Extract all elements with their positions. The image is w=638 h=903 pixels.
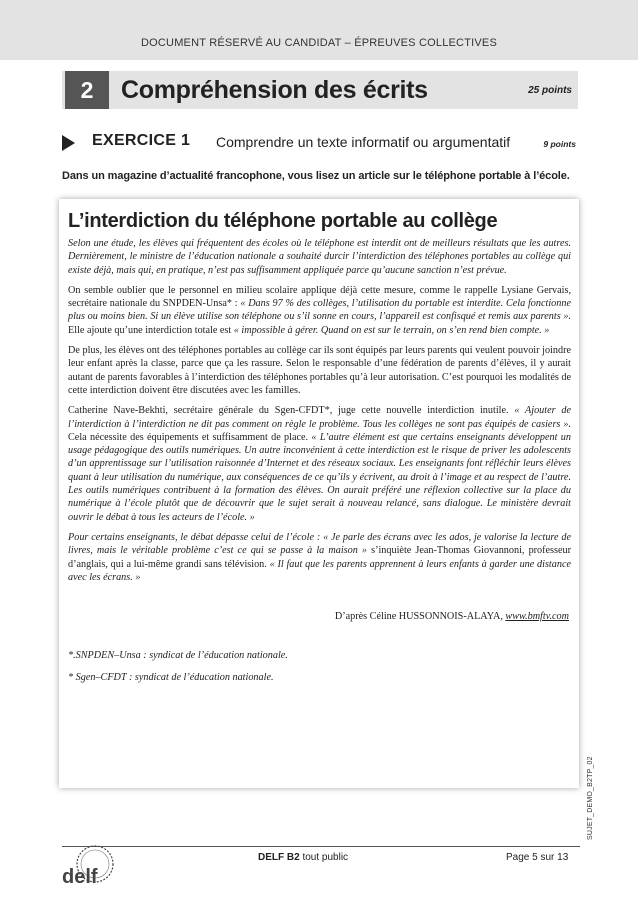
article-paragraph-4: Pour certains enseignants, le débat dépasse celui de l’école : « Je parle des écrans avec les ados, je valorise la lecture de livres, mais le véritable problème c’est ce qui se passe à la maison » s’inquiète Jean-Thomas Giovannoni, professeur d’anglais, qui a lui-même grandi sans télévision. « Il faut que les parents apprennent à leurs enfants à garder une distance avec les écrans. » xyxy=(68,531,571,583)
play-triangle-icon xyxy=(62,135,75,151)
article-source: D’après Céline HUSSONNOIS-ALAYA, www.bmftv.com xyxy=(334,611,569,623)
delf-logo-icon xyxy=(54,843,129,891)
logo-wordmark: delf xyxy=(62,866,98,888)
candidate-banner-text: DOCUMENT RÉSERVÉ AU CANDIDAT – ÉPREUVES COLLECTIVES xyxy=(141,37,497,49)
source-link[interactable]: www.bmftv.com xyxy=(505,611,569,623)
section-number: 2 xyxy=(65,71,109,109)
footer-divider xyxy=(62,846,580,847)
section-title: Compréhension des écrits xyxy=(121,76,428,104)
footnote-sgen: * Sgen–CFDT : syndicat de l’éducation nationale. xyxy=(68,672,274,684)
section-header xyxy=(62,71,578,109)
article-paragraph-1: On semble oublier que le personnel en milieu scolaire applique déjà cette mesure, comme le rappelle Lysiane Gervais, secrétaire nationale du SNPDEN-Unsa* : « Dans 97 % des collèges, l’utilisation du portable est interdite. Cela fonctionne plus ou moins bien. Si un élève utilise son téléphone ou s’il sonne en cours, l’appareil est confisqué et remis aux parents ». Elle ajoute qu’une interdiction totale est « impossible à gérer. Quand on est sur le terrain, on s’en rend bien compte. » xyxy=(68,284,571,336)
footer-page-number: Page 5 sur 13 xyxy=(506,852,569,863)
exercise-label: EXERCICE 1 xyxy=(92,132,191,149)
exercise-points: 9 points xyxy=(543,139,576,149)
article-paragraph-3: Catherine Nave-Bekhti, secrétaire générale du Sgen-CFDT*, juge cette nouvelle interdiction inutile. « Ajouter de l’interdiction à l’interdiction ne dit pas comment on règle le problème. Tous les collèges ne sont pas équipés de casiers ». Cela nécessite des équipements et suffisamment de place. « L’autre élément est que certains enseignants développent un usage pédagogique des outils numériques. Un autre inconvénient à cette interdiction est le risque de priver les adolescents d’un apprentissage sur l’utilisation raisonnée d’Internet et des réseaux sociaux. Les enseignants font réfléchir leurs élèves quant à leur utilisation du numérique, aux conséquences de ce qu’ils y écrivent, au droit à l’image et au respect de l’autre. Les outils numériques contribuent à la formation des élèves. On aurait préféré une réflexion collective sur la place du numérique à l’école plutôt que de découvrir que le sujet serait à nouveau relancé, sans dialogue. Le ministère devrait ouvrir le débat à tous les acteurs de l’école. » xyxy=(68,405,571,523)
article-paragraph-2: De plus, les élèves ont des téléphones portables au collège car ils sont équipés par leurs parents qui veulent pouvoir joindre leur enfant après la classe, parce que ça les rassure. Selon le responsable d’une fédération de parents d’élèves, il y aurait autant de parents favorables à l’interdiction des téléphones portables qu’à leur autorisation. C’est pourquoi les modalités de cette interdiction doivent être discutées avec les familles. xyxy=(68,345,571,396)
top-banner xyxy=(0,0,638,60)
footnote-snpden: *.SNPDEN–Unsa : syndicat de l’éducation nationale. xyxy=(68,650,288,662)
subject-code: SUJET_DEMO_B2TP_02 xyxy=(587,756,594,840)
article-box xyxy=(59,199,579,788)
article-title: L’interdiction du téléphone portable au collège xyxy=(68,210,498,232)
exercise-subtitle: Comprendre un texte informatif ou argumentatif xyxy=(216,134,511,150)
article-intro: Selon une étude, les élèves qui fréquentent des écoles où le téléphone est interdit ont de meilleurs résultats que les autres. Dernièrement, le ministre de l’éducation nationale a souhaité durcir l’interdiction des téléphones portables au collège qui existe déjà, mais qui, en pratique, n’est pas suffisamment appliquée parce qu’aucune sanction n’est prévue. xyxy=(68,238,571,276)
section-points: 25 points xyxy=(528,85,572,96)
footer-exam: DELF B2 tout public xyxy=(258,852,349,863)
exercise-header xyxy=(62,129,578,155)
instruction: Dans un magazine d’actualité francophone, vous lisez un article sur le téléphone portable à l’école. xyxy=(62,170,570,182)
